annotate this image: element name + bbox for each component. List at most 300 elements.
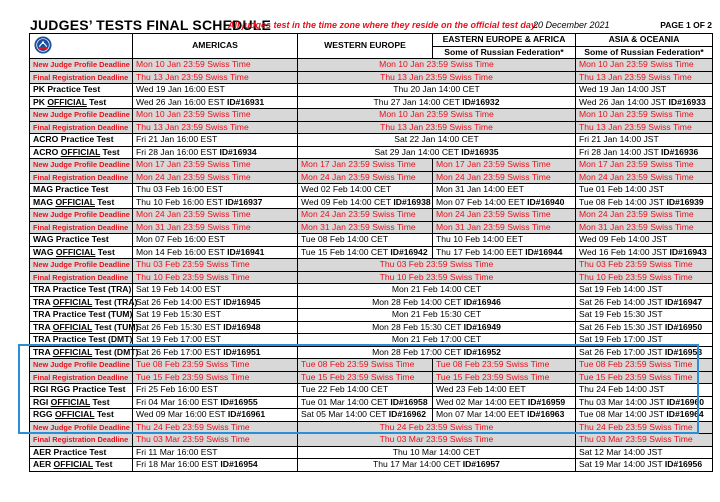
- cell-text: Mon 17 Jan 23:59 Swiss Time: [136, 159, 251, 169]
- cell-text: Wed 02 Feb 14:00 CET: [301, 184, 392, 194]
- table-row: [30, 71, 713, 84]
- cell-text: Tue 15 Feb 14:00 CET: [301, 246, 391, 257]
- cell-text: Mon 17 Jan 23:59 Swiss Time: [301, 159, 416, 169]
- row-label-prefix: AER: [33, 459, 54, 469]
- row-label-official: OFFICIAL: [52, 321, 93, 332]
- cell-text: Thu 13 Jan 23:59 Swiss Time: [136, 121, 249, 132]
- row-label: New Judge Profile Deadline: [30, 421, 133, 434]
- cell-text: Fri 28 Jan 16:00 EST: [136, 146, 220, 157]
- table-row: [30, 159, 713, 172]
- cell-text: Sat 26 Feb 17:00 EST: [136, 346, 224, 357]
- cell-text: Wed 19 Jan 14:00 JST: [579, 84, 667, 94]
- cell-text: Tue 08 Feb 23:59 Swiss Time: [436, 359, 550, 369]
- row-label: TRA Practice Test (TRA): [30, 284, 133, 297]
- table-row: [30, 409, 713, 422]
- cell-as: [576, 134, 713, 147]
- row-label: [30, 409, 133, 422]
- cell-mid: [298, 421, 576, 434]
- cell-as: [576, 384, 713, 397]
- cell-text: Tue 08 Feb 23:59 Swiss Time: [579, 359, 693, 369]
- table-row: [30, 121, 713, 134]
- row-label-prefix: RGI: [33, 396, 51, 407]
- table-row: [30, 171, 713, 184]
- cell-as: [576, 321, 713, 334]
- cell-we: [298, 171, 433, 184]
- row-label-suffix: Test: [93, 459, 113, 469]
- row-label: MAG Practice Test: [30, 184, 133, 197]
- cell-am: [133, 59, 298, 72]
- cell-text: Thu 17 Mar 14:00 CET: [373, 459, 463, 469]
- cell-am: [133, 196, 298, 209]
- table-row: [30, 109, 713, 122]
- cell-ee: [433, 234, 576, 247]
- cell-mid: [298, 296, 576, 309]
- cell-text: Sat 19 Feb 15:30 EST: [136, 309, 222, 319]
- cell-text: Thu 10 Mar 14:00 CET: [392, 446, 481, 457]
- cell-we: [298, 409, 433, 422]
- cell-text: Fri 18 Mar 16:00 EST: [136, 459, 221, 469]
- row-label-prefix: TRA: [33, 296, 53, 307]
- cell-text: Mon 24 Jan 23:59 Swiss Time: [136, 171, 251, 182]
- table-row: [30, 446, 713, 459]
- row-label-prefix: PK: [33, 96, 48, 107]
- cell-text: Mon 28 Feb 17:00 CET: [372, 346, 464, 357]
- table-row: [30, 309, 713, 322]
- cell-mid: [298, 134, 576, 147]
- cell-text: Tue 15 Feb 23:59 Swiss Time: [136, 371, 250, 382]
- cell-as: [576, 234, 713, 247]
- cell-text: Thu 17 Feb 14:00 EET: [436, 246, 526, 257]
- cell-mid: [298, 321, 576, 334]
- table-row: [30, 459, 713, 472]
- cell-mid: [298, 59, 576, 72]
- cell-text: Thu 10 Feb 16:00 EST: [136, 196, 226, 207]
- cell-text: Mon 24 Jan 23:59 Swiss Time: [436, 209, 551, 219]
- cell-mid: [298, 334, 576, 347]
- cell-as: [576, 346, 713, 359]
- cell-text: Wed 09 Feb 14:00 CET: [301, 196, 394, 207]
- cell-am: [133, 334, 298, 347]
- cell-text: Mon 24 Jan 23:59 Swiss Time: [301, 209, 416, 219]
- cell-text: Thu 27 Jan 14:00 CET: [373, 96, 463, 107]
- cell-text: Thu 24 Feb 23:59 Swiss Time: [136, 421, 250, 432]
- cell-as: [576, 246, 713, 259]
- cell-text: Tue 15 Feb 23:59 Swiss Time: [436, 371, 550, 382]
- test-id: ID#16964: [666, 409, 704, 419]
- table-row: [30, 84, 713, 97]
- cell-am: [133, 396, 298, 409]
- cell-text: Fri 11 Mar 16:00 EST: [136, 446, 218, 457]
- table-row: [30, 434, 713, 447]
- column-header-eastern-europe: EASTERN EUROPE & AFRICA: [433, 34, 576, 47]
- cell-text: Thu 20 Jan 14:00 CET: [393, 84, 480, 94]
- row-label-suffix: Test (DMT): [92, 346, 139, 357]
- cell-text: Thu 13 Jan 23:59 Swiss Time: [579, 121, 692, 132]
- cell-as: [576, 171, 713, 184]
- row-label-prefix: RGG: [33, 409, 55, 419]
- cell-as: [576, 284, 713, 297]
- cell-text: Thu 24 Feb 23:59 Swiss Time: [579, 421, 693, 432]
- table-row: [30, 134, 713, 147]
- cell-am: [133, 309, 298, 322]
- cell-as: [576, 71, 713, 84]
- table-row: [30, 334, 713, 347]
- cell-ee: [433, 196, 576, 209]
- row-label: New Judge Profile Deadline: [30, 359, 133, 372]
- cell-am: [133, 84, 298, 97]
- logo-cell: [30, 34, 133, 59]
- row-label: Final Registration Deadline: [30, 71, 133, 84]
- row-label: Final Registration Deadline: [30, 371, 133, 384]
- cell-text: Mon 24 Jan 23:59 Swiss Time: [436, 171, 551, 182]
- test-id: ID#16945: [223, 296, 261, 307]
- test-id: ID#16943: [669, 246, 707, 257]
- cell-text: Thu 03 Mar 23:59 Swiss Time: [579, 434, 693, 444]
- row-label-suffix: Test: [94, 196, 115, 207]
- test-id: ID#16952: [463, 346, 501, 357]
- page-number: PAGE 1 OF 2: [660, 20, 712, 30]
- cell-am: [133, 121, 298, 134]
- cell-text: Mon 31 Jan 23:59 Swiss Time: [301, 221, 416, 232]
- test-id: ID#16951: [223, 346, 261, 357]
- cell-ee: [433, 159, 576, 172]
- cell-text: Mon 10 Jan 23:59 Swiss Time: [379, 109, 494, 119]
- row-label-official: OFFICIAL: [60, 146, 101, 157]
- column-subheader-eastern-europe: Some of Russian Federation*: [433, 46, 576, 59]
- cell-text: Thu 03 Mar 23:59 Swiss Time: [379, 434, 494, 444]
- cell-text: Sat 26 Feb 14:00 JST: [579, 296, 665, 307]
- cell-text: Tue 08 Feb 23:59 Swiss Time: [301, 359, 415, 369]
- table-row: [30, 346, 713, 359]
- table-row: [30, 271, 713, 284]
- row-label: TRA Practice Test (TUM): [30, 309, 133, 322]
- test-id: ID#16931: [226, 96, 265, 107]
- cell-am: [133, 296, 298, 309]
- test-id: ID#16936: [661, 146, 699, 157]
- table-row: [30, 371, 713, 384]
- cell-text: Mon 17 Jan 23:59 Swiss Time: [436, 159, 551, 169]
- row-label-prefix: TRA: [33, 321, 53, 332]
- cell-as: [576, 109, 713, 122]
- cell-text: Thu 13 Jan 23:59 Swiss Time: [380, 71, 493, 82]
- row-label: [30, 346, 139, 359]
- column-header-asia: ASIA & OCEANIA: [576, 34, 713, 47]
- cell-text: Mon 24 Jan 23:59 Swiss Time: [579, 171, 694, 182]
- cell-ee: [433, 409, 576, 422]
- cell-mid: [298, 121, 576, 134]
- cell-text: Thu 10 Feb 23:59 Swiss Time: [579, 271, 693, 282]
- row-label-official: OFFICIAL: [47, 96, 87, 107]
- row-label-suffix: Test: [86, 96, 107, 107]
- cell-text: Tue 01 Feb 14:00 JST: [579, 184, 665, 194]
- cell-we: [298, 209, 433, 222]
- test-id: ID#16946: [463, 296, 501, 307]
- cell-mid: [298, 346, 576, 359]
- cell-we: [298, 359, 433, 372]
- cell-text: Thu 10 Feb 14:00 EET: [436, 234, 523, 244]
- test-id: ID#16933: [668, 96, 706, 107]
- test-id: ID#16932: [462, 96, 500, 107]
- cell-text: Sat 22 Jan 14:00 CET: [394, 134, 479, 144]
- cell-text: Wed 09 Feb 14:00 JST: [579, 234, 668, 244]
- cell-as: [576, 159, 713, 172]
- cell-text: Mon 10 Jan 23:59 Swiss Time: [579, 59, 694, 69]
- table-row: [30, 221, 713, 234]
- cell-text: Sat 19 Mar 14:00 JST: [579, 459, 665, 469]
- row-label: [30, 296, 138, 309]
- cell-text: Wed 16 Feb 14:00 JST: [579, 246, 670, 257]
- cell-as: [576, 459, 713, 472]
- row-label-official: OFFICIAL: [50, 396, 91, 407]
- cell-as: [576, 271, 713, 284]
- cell-we: [298, 184, 433, 197]
- cell-text: Mon 21 Feb 15:30 CET: [391, 309, 482, 319]
- cell-am: [133, 221, 298, 234]
- cell-as: [576, 421, 713, 434]
- fig-emblem-icon: [34, 36, 52, 54]
- cell-text: Sat 12 Mar 14:00 JST: [579, 446, 663, 457]
- test-id: ID#16959: [527, 396, 566, 407]
- table-row: [30, 296, 713, 309]
- cell-text: Thu 03 Mar 23:59 Swiss Time: [136, 434, 250, 444]
- cell-text: Mon 07 Feb 14:00 EET: [436, 196, 528, 207]
- cell-text: Mon 24 Jan 23:59 Swiss Time: [301, 171, 416, 182]
- cell-text: Tue 01 Mar 14:00 CET: [301, 396, 391, 407]
- cell-text: Fri 28 Jan 14:00 JST: [579, 146, 662, 157]
- test-id: ID#16938: [393, 196, 431, 207]
- cell-we: [298, 221, 433, 234]
- row-label: RGI RGG Practice Test: [30, 384, 133, 397]
- test-id: ID#16935: [461, 146, 499, 157]
- row-label: New Judge Profile Deadline: [30, 259, 133, 272]
- test-id: ID#16939: [666, 196, 704, 207]
- cell-text: Mon 31 Jan 23:59 Swiss Time: [136, 221, 251, 232]
- timezone-note: All judges test in the time zone where they reside on the official test day.: [228, 20, 539, 30]
- cell-ee: [433, 184, 576, 197]
- cell-we: [298, 384, 433, 397]
- cell-am: [133, 246, 298, 259]
- cell-text: Thu 10 Feb 23:59 Swiss Time: [136, 271, 250, 282]
- cell-text: Mon 31 Jan 14:00 EET: [436, 184, 524, 194]
- cell-text: Wed 09 Mar 16:00 EST: [136, 409, 228, 419]
- cell-text: Wed 19 Jan 16:00 EST: [136, 84, 225, 94]
- test-id: ID#16956: [664, 459, 703, 469]
- cell-am: [133, 146, 298, 159]
- cell-as: [576, 196, 713, 209]
- cell-text: Sat 19 Feb 17:00 JST: [579, 334, 663, 344]
- cell-text: Sat 26 Feb 15:30 EST: [136, 321, 224, 332]
- cell-mid: [298, 309, 576, 322]
- cell-text: Wed 26 Jan 14:00 JST: [579, 96, 669, 107]
- cell-as: [576, 396, 713, 409]
- row-label-official: OFFICIAL: [52, 346, 93, 357]
- cell-text: Mon 24 Jan 23:59 Swiss Time: [136, 209, 251, 219]
- table-row: [30, 321, 713, 334]
- cell-text: Sat 26 Feb 14:00 EST: [136, 296, 224, 307]
- row-label-official: OFFICIAL: [53, 459, 94, 469]
- test-id: ID#16953: [664, 346, 703, 357]
- row-label: [30, 396, 133, 409]
- cell-mid: [298, 146, 576, 159]
- cell-text: Thu 10 Feb 23:59 Swiss Time: [379, 271, 494, 282]
- test-id: ID#16960: [666, 396, 705, 407]
- cell-text: Thu 03 Feb 16:00 EST: [136, 184, 223, 194]
- cell-mid: [298, 434, 576, 447]
- row-label: Final Registration Deadline: [30, 171, 133, 184]
- cell-mid: [298, 446, 576, 459]
- cell-text: Mon 31 Jan 23:59 Swiss Time: [436, 221, 551, 232]
- row-label: [30, 321, 139, 334]
- row-label: New Judge Profile Deadline: [30, 109, 133, 122]
- cell-text: Thu 13 Jan 23:59 Swiss Time: [136, 71, 249, 82]
- cell-am: [133, 284, 298, 297]
- cell-ee: [433, 359, 576, 372]
- cell-text: Sat 19 Feb 14:00 EST: [136, 284, 222, 294]
- cell-text: Fri 21 Jan 14:00 JST: [579, 134, 659, 144]
- row-label: Final Registration Deadline: [30, 221, 133, 234]
- cell-am: [133, 384, 298, 397]
- cell-text: Thu 24 Feb 14:00 JST: [579, 384, 665, 394]
- cell-text: Mon 31 Jan 23:59 Swiss Time: [579, 221, 694, 232]
- cell-text: Sat 26 Feb 17:00 JST: [579, 346, 665, 357]
- cell-am: [133, 184, 298, 197]
- row-label-suffix: Test: [90, 396, 110, 407]
- cell-we: [298, 396, 433, 409]
- cell-am: [133, 409, 298, 422]
- row-label: [30, 146, 133, 159]
- cell-text: Tue 15 Feb 23:59 Swiss Time: [301, 371, 415, 382]
- cell-am: [133, 134, 298, 147]
- row-label: Final Registration Deadline: [30, 121, 133, 134]
- cell-as: [576, 221, 713, 234]
- cell-ee: [433, 246, 576, 259]
- cell-text: Mon 10 Jan 23:59 Swiss Time: [136, 109, 251, 119]
- document-header: [30, 17, 712, 33]
- document-date: 20 December 2021: [533, 20, 610, 30]
- cell-text: Sat 19 Feb 15:30 JST: [579, 309, 663, 319]
- cell-am: [133, 271, 298, 284]
- cell-am: [133, 71, 298, 84]
- cell-mid: [298, 109, 576, 122]
- test-id: ID#16937: [225, 196, 263, 207]
- cell-am: [133, 171, 298, 184]
- cell-as: [576, 59, 713, 72]
- cell-as: [576, 184, 713, 197]
- test-id: ID#16942: [390, 246, 428, 257]
- table-row: [30, 284, 713, 297]
- column-header-americas: AMERICAS: [133, 34, 298, 59]
- cell-text: Mon 10 Jan 23:59 Swiss Time: [379, 59, 494, 69]
- cell-as: [576, 371, 713, 384]
- column-header-western-europe: WESTERN EUROPE: [298, 34, 433, 59]
- table-row: [30, 259, 713, 272]
- test-id: ID#16940: [527, 196, 565, 207]
- cell-text: Fri 04 Mar 16:00 EST: [136, 396, 221, 407]
- test-id: ID#16962: [388, 409, 427, 419]
- table-row: [30, 396, 713, 409]
- row-label-suffix: Test (TUM): [92, 321, 139, 332]
- cell-we: [298, 159, 433, 172]
- cell-text: Wed 02 Mar 14:00 EET: [436, 396, 528, 407]
- row-label: [30, 246, 133, 259]
- test-id: ID#16934: [219, 146, 257, 157]
- cell-as: [576, 146, 713, 159]
- cell-as: [576, 334, 713, 347]
- cell-ee: [433, 396, 576, 409]
- cell-as: [576, 309, 713, 322]
- cell-text: Mon 07 Mar 14:00 EET: [436, 409, 528, 419]
- cell-ee: [433, 209, 576, 222]
- cell-text: Thu 13 Jan 23:59 Swiss Time: [380, 121, 493, 132]
- row-label: New Judge Profile Deadline: [30, 209, 133, 222]
- cell-text: Thu 03 Mar 14:00 JST: [579, 396, 667, 407]
- cell-text: Wed 26 Jan 16:00 EST: [136, 96, 227, 107]
- cell-text: Mon 24 Jan 23:59 Swiss Time: [579, 209, 694, 219]
- test-id: ID#16941: [227, 246, 265, 257]
- row-label: Final Registration Deadline: [30, 271, 133, 284]
- table-row: [30, 184, 713, 197]
- cell-text: Thu 03 Feb 23:59 Swiss Time: [136, 259, 250, 269]
- cell-text: Fri 21 Jan 16:00 EST: [136, 134, 218, 144]
- cell-text: Thu 13 Jan 23:59 Swiss Time: [579, 71, 692, 82]
- cell-am: [133, 371, 298, 384]
- row-label: [30, 459, 133, 472]
- cell-text: Wed 23 Feb 14:00 EET: [436, 384, 526, 394]
- row-label: TRA Practice Test (DMT): [30, 334, 133, 347]
- row-label-official: OFFICIAL: [54, 409, 95, 419]
- row-label-suffix: Test: [95, 246, 115, 257]
- cell-text: Tue 15 Feb 23:59 Swiss Time: [579, 371, 693, 382]
- cell-text: Tue 08 Feb 14:00 JST: [579, 196, 667, 207]
- cell-am: [133, 446, 298, 459]
- row-label: [30, 196, 133, 209]
- row-label-prefix: WAG: [33, 246, 56, 257]
- table-row: [30, 234, 713, 247]
- cell-am: [133, 234, 298, 247]
- cell-am: [133, 421, 298, 434]
- row-label: New Judge Profile Deadline: [30, 59, 133, 72]
- table-row: [30, 246, 713, 259]
- column-subheader-asia: Some of Russian Federation*: [576, 46, 713, 59]
- cell-as: [576, 84, 713, 97]
- cell-text: Fri 25 Feb 16:00 EST: [136, 384, 219, 394]
- cell-am: [133, 321, 298, 334]
- row-label-official: OFFICIAL: [55, 196, 95, 207]
- cell-text: Thu 24 Feb 23:59 Swiss Time: [379, 421, 494, 432]
- cell-mid: [298, 259, 576, 272]
- cell-text: Sat 05 Mar 14:00 CET: [301, 409, 389, 419]
- row-label: New Judge Profile Deadline: [30, 159, 133, 172]
- cell-am: [133, 209, 298, 222]
- test-id: ID#16955: [220, 396, 258, 407]
- cell-mid: [298, 96, 576, 109]
- cell-we: [298, 234, 433, 247]
- cell-text: Mon 28 Feb 15:30 CET: [372, 321, 464, 332]
- table-row: [30, 384, 713, 397]
- cell-am: [133, 96, 298, 109]
- cell-text: Thu 03 Feb 23:59 Swiss Time: [579, 259, 693, 269]
- cell-we: [298, 246, 433, 259]
- table-row: [30, 209, 713, 222]
- cell-as: [576, 409, 713, 422]
- test-id: ID#16961: [227, 409, 266, 419]
- cell-as: [576, 121, 713, 134]
- cell-text: Sat 29 Jan 14:00 CET: [374, 146, 462, 157]
- test-id: ID#16948: [223, 321, 261, 332]
- cell-text: Mon 10 Jan 23:59 Swiss Time: [136, 59, 251, 69]
- cell-am: [133, 434, 298, 447]
- row-label: WAG Practice Test: [30, 234, 133, 247]
